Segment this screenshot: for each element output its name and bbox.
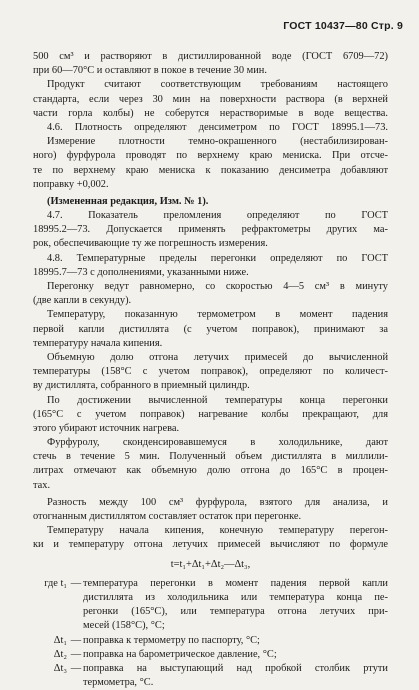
- text-line: этого убирают источник нагрева.: [33, 422, 180, 434]
- amendment-note: (Измененная редакция, Изм. № 1).: [47, 195, 209, 207]
- text-line: (165°С с учетом поправок) нагревание колбы прекращают, для: [33, 408, 388, 420]
- text-line: Фурфуролу, сконденсировавшемуся в холодильнике, дают: [47, 437, 388, 449]
- text-line: ки и температуру отгона летучих примесей вычисляют по формуле: [33, 539, 388, 551]
- definition-text: [83, 577, 388, 634]
- text-line: рок, обеспечивающие ту же погрешность измерения.: [33, 238, 268, 250]
- definition-text: [83, 662, 388, 690]
- text-line: поправку +0,002.: [33, 178, 109, 190]
- page-header: ГОСТ 10437—80 Стр. 9: [283, 20, 403, 32]
- text-line: Разность между 100 см³ фурфурола, взятого для анализа, и: [47, 496, 388, 508]
- text-line: 4.7. Показатель преломления определяют по ГОСТ: [47, 210, 388, 222]
- formula: t=t₁+Δt₁+Δt₂—Δt₃,: [170, 558, 251, 570]
- text-line: 500 см³ и растворяют в дистиллированной воде (ГОСТ 6709—72): [33, 51, 388, 62]
- text-line: ного) фурфурола проводят по верхнему краю мениска. При отсче-: [33, 150, 388, 162]
- definition-term: Δt₃: [53, 662, 67, 674]
- text-line: ву дистиллята, собранного в приемный цилиндр.: [33, 380, 250, 392]
- definition-line: поправка на выступающий над пробкой столбик ртути: [83, 662, 388, 674]
- definition-line: регонки (165°С), или температура отгона летучих при-: [83, 606, 388, 618]
- text-line: стечь в течение 5 мин. Полученный объем дистиллята в миллили-: [33, 451, 388, 463]
- text-line: части горла колбы) не соберутся нерастворимые в воде вещества.: [33, 107, 388, 119]
- text-line: (две капли в секунду).: [33, 295, 132, 307]
- text-line: 18995.2—73. Допускается применять рефрактометры других ма-: [33, 224, 388, 236]
- text-line: стандарта, если через 30 мин на поверхности раствора (в верхней: [33, 93, 388, 105]
- definition-line: дистиллята из холодильника или температура конца пе-: [83, 591, 388, 603]
- definition-dash: —: [70, 662, 82, 674]
- text-line: 4.8. Температурные пределы перегонки определяют по ГОСТ: [47, 252, 388, 264]
- text-line: Продукт считают соответствующим требованиям настоящего: [47, 79, 388, 91]
- definition-line: температура перегонки в момент падения первой капли: [83, 577, 388, 589]
- text-line: тах.: [33, 479, 51, 491]
- definition-item: [33, 662, 388, 690]
- text-line: Объемную долю отгона летучих примесей до вычисленной: [47, 351, 388, 363]
- text-line: Температуру начала кипения, конечную температуру перегон-: [47, 525, 388, 537]
- definition-item: [33, 634, 388, 648]
- definition-dash: —: [70, 648, 82, 660]
- text-line: температуру начала кипения.: [33, 337, 163, 349]
- definition-term: где t₁: [44, 577, 67, 589]
- text-line: отогнанным дистиллятом составляет остаток при перегонке.: [33, 511, 302, 522]
- definitions-list: [33, 577, 388, 690]
- text-line: Температуру, показанную термометром в момент падения: [47, 309, 388, 321]
- definition-text: [83, 648, 388, 662]
- definition-line: термометра, °С.: [83, 677, 154, 689]
- text-line: Перегонку ведут равномерно, со скоростью 4—5 см³ в минуту: [47, 281, 388, 292]
- definition-line: поправка к термометру по паспорту, °С;: [83, 634, 260, 646]
- text-line: Измерение плотности темно-окрашенного (нестабилизирован-: [47, 136, 388, 148]
- definition-item: [33, 648, 388, 662]
- text-line: литрах отмечают как объемную долю отгона до 165°С в процен-: [33, 465, 388, 477]
- definition-item: [33, 577, 388, 634]
- text-line: первой капли дистиллята (с учетом поправок), принимают за: [33, 323, 388, 335]
- text-line: те по верхнему краю мениска к показанию денсиметра добавляют: [33, 164, 388, 176]
- definition-term: Δt₂: [53, 648, 67, 660]
- definition-term: Δt₁: [53, 634, 67, 646]
- definition-line: месей (158°С), °С;: [83, 620, 165, 632]
- text-line: 4.6. Плотность определяют денсиметром по ГОСТ 18995.1—73.: [47, 121, 388, 133]
- definition-line: поправка на барометрическое давление, °С;: [83, 648, 277, 660]
- text-line: температуры (158°С с учетом поправок), определяют по количест-: [33, 366, 388, 378]
- definition-text: [83, 634, 388, 648]
- definition-dash: —: [70, 577, 82, 589]
- text-line: 18995.7—73 с дополнениями, указанными ниже.: [33, 266, 249, 278]
- text-line: при 60—70°С и оставляют в покое в течение 30 мин.: [33, 65, 267, 77]
- document-body: [33, 50, 388, 690]
- definition-dash: —: [70, 634, 82, 646]
- text-line: По достижении вычисленной температуры конца перегонки: [47, 394, 388, 406]
